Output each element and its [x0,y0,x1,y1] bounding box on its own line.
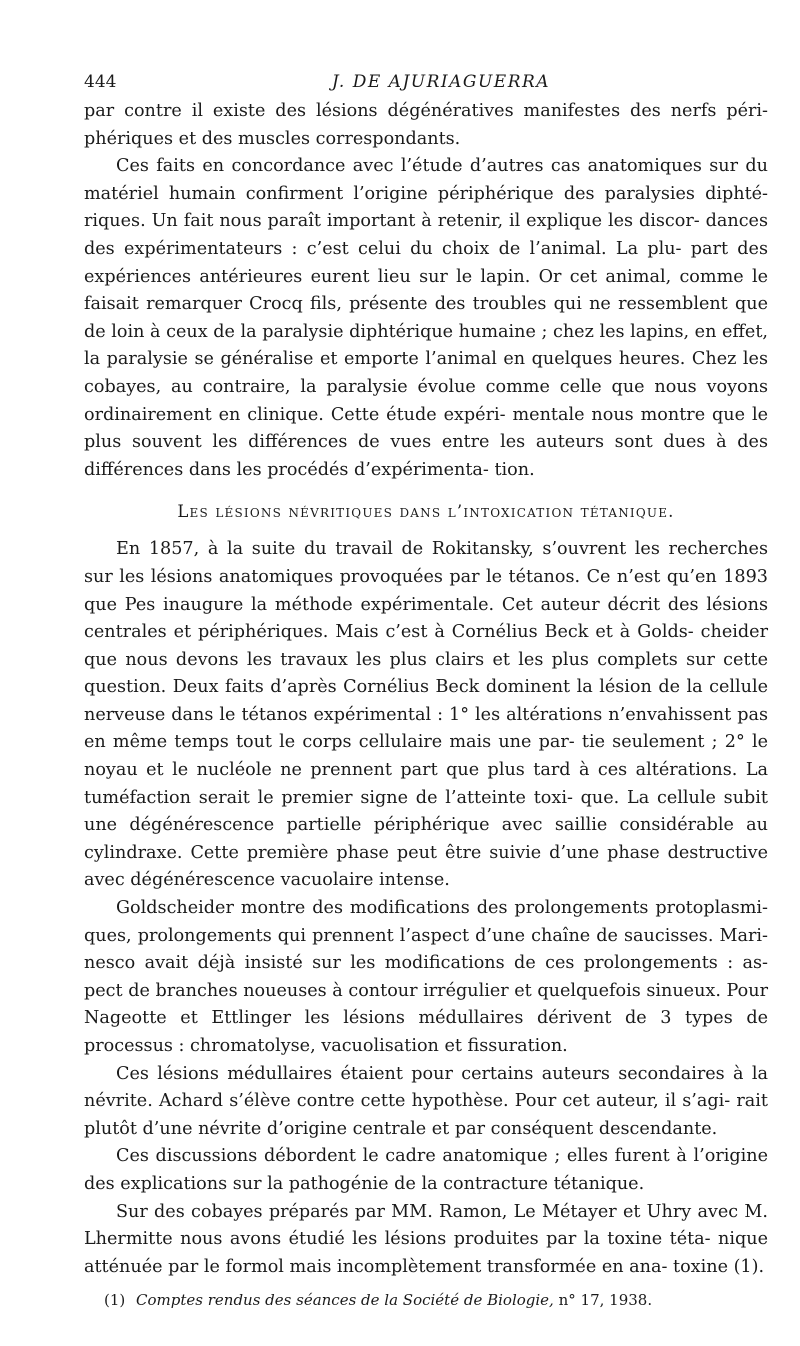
footnote-reference: n° 17, 1938. [558,1291,653,1310]
paragraph: Sur des cobayes préparés par MM. Ramon, Le Métayer et Uhry avec M. Lhermitte nous avons étudié les lésions produites par la toxine téta- nique atténuée par le formol mais incomplètement transformée en ana- toxine (1). [84,1201,768,1277]
paragraph: par contre il existe des lésions dégénératives manifestes des nerfs péri- phériques et des muscles correspondants. [84,101,768,149]
page-header [84,66,768,98]
page-number: 444 [84,72,117,92]
paragraph: Ces faits en concordance avec l’étude d’autres cas anatomiques sur du matériel humain confirment l’origine périphérique des paralysies diphté- riques. Un fait nous paraît important à retenir, il explique les discor- dances des expérimentateurs : c’est celui du choix de l’animal. La plu- part des expériences antérieures eurent lieu sur le lapin. Or cet animal, comme le faisait remarquer Crocq fils, présente des troubles qui ne ressemblent que de loin à ceux de la paralysie diphtérique humaine ; chez les lapins, en effet, la paralysie se généralise et emporte l’animal en quelques heures. Chez les cobayes, au contraire, la paralysie évolue comme celle que nous voyons ordinairement en clinique. Cette étude expéri- mentale nous montre que le plus souvent les différences de vues entre les auteurs sont dues à des différences dans les procédés d’expérimenta- tion. [84,156,768,480]
footnote-mark: (1) [104,1291,126,1310]
section-heading: Les lésions névritiques dans l’intoxication tétanique. [177,502,675,522]
paragraph: Ces discussions débordent le cadre anatomique ; elles furent à l’origine des explications sur la pathogénie de la contracture tétanique. [84,1146,768,1194]
page [84,66,768,1311]
footnote [84,1289,768,1311]
body-text [84,98,768,1281]
paragraph: Ces lésions médullaires étaient pour certains auteurs secondaires à la névrite. Achard s’élève contre cette hypothèse. Pour cet auteur, il s’agi- rait plutôt d’une névrite d’origine centrale et par conséquent descendante. [84,1063,768,1139]
paragraph: En 1857, à la suite du travail de Rokitansky, s’ouvrent les recherches sur les lésions anatomiques provoquées par le tétanos. Ce n’est qu’en 1893 que Pes inaugure la méthode expérimentale. Cet auteur décrit des lésions centrales et périphériques. Mais c’est à Cornélius Beck et à Golds- cheider que nous devons les travaux les plus clairs et les plus complets sur cette question. Deux faits d’après Cornélius Beck dominent la lésion de la cellule nerveuse dans le tétanos expérimental : 1° les altérations n’envahissent pas en même temps tout le corps cellulaire mais une par- tie seulement ; 2° le noyau et le nucléole ne prennent part que plus tard à ces altérations. La tuméfaction serait le premier signe de l’atteinte toxi- que. La cellule subit une dégénérescence partielle périphérique avec saillie considérable au cylindraxe. Cette première phase peut être suivie d’une phase destructive avec dégénérescence vacuolaire intense. [84,539,768,891]
running-head: J. DE AJURIAGUERRA [331,72,551,92]
footnote-title: Comptes rendus des séances de la Société de Biologie, [136,1291,554,1310]
paragraph: Goldscheider montre des modifications des prolongements protoplasmi- ques, prolongements qui prennent l’aspect d’une chaîne de saucisses. Mari- nesco avait déjà insisté sur les modifications de ces prolongements : as- pect de branches noueuses à contour irrégulier et quelquefois sinueux. Pour Nageotte et Ettlinger les lésions médullaires dérivent de 3 types de processus : chromatolyse, vacuolisation et fissuration. [84,898,768,1056]
